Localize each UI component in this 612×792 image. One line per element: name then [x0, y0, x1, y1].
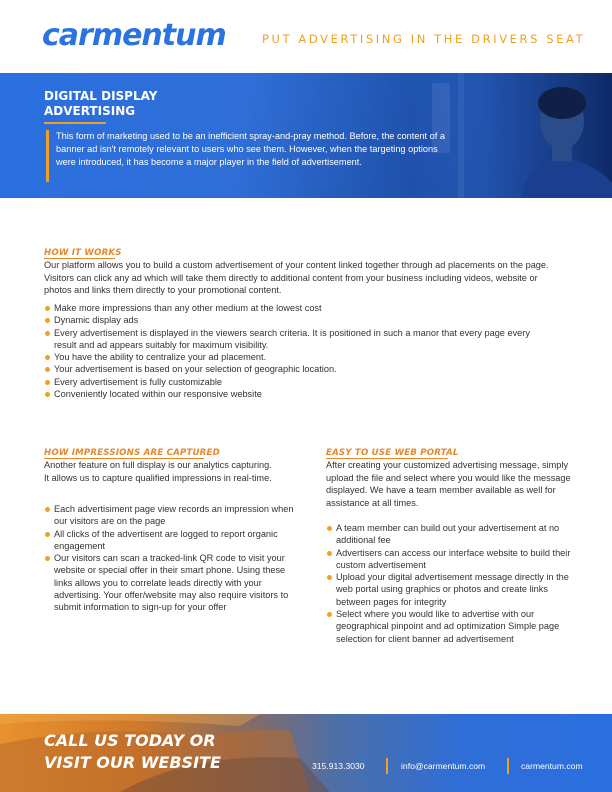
bullet-dot-icon — [327, 551, 332, 556]
list-item: Upload your digital advertisement message directly in the web portal using graphics or photos and create links between pages for integrity — [326, 571, 576, 608]
bullet-dot-icon — [327, 526, 332, 531]
bullet-dot-icon — [45, 318, 50, 323]
bullet-dot-icon — [45, 331, 50, 336]
list-item: Our visitors can scan a tracked-link QR code to visit your website or special offer in their smart phone. Using these links allows you to correlate leads directly with your advertising. Your offer/website may also require visitors to submit information to sign-up for your offer — [44, 552, 294, 613]
list-item: You have the ability to centralize your ad placement. — [44, 351, 544, 363]
footer-separator — [507, 758, 509, 774]
list-item: Each advertisiment page view records an impression when our visitors are on the page — [44, 503, 294, 528]
bullet-dot-icon — [327, 575, 332, 580]
list-item: Make more impressions than any other medium at the lowest cost — [44, 302, 544, 314]
footer-email[interactable]: info@carmentum.com — [401, 761, 486, 771]
cta-line1: CALL US TODAY OR — [44, 731, 216, 750]
bullet-dot-icon — [45, 367, 50, 372]
bullet-dot-icon — [45, 380, 50, 385]
list-item: Every advertisement is fully customizable — [44, 376, 544, 388]
hero-title — [44, 89, 157, 119]
impressions-list — [44, 503, 294, 614]
bullet-dot-icon — [45, 556, 50, 561]
list-item: All clicks of the advertisent are logged to report organic engagement — [44, 528, 294, 553]
cta-line2: VISIT OUR WEBSITE — [44, 753, 221, 772]
hero-banner — [0, 73, 612, 198]
how-it-works-intro: Our platform allows you to build a custom advertisement of your content linked together through ad placements on the page. Visitors can click any ad which will take them directly to additional content from your business including videos, website or photos and links them directly to your promotional content. — [44, 260, 549, 296]
brand-logo: carmentum — [42, 18, 226, 53]
list-item: Select where you would like to advertise with our geographical pinpoint and ad optimization Simple page selection for client banner ad advertisement — [326, 608, 576, 645]
hero-title-line2: ADVERTISING — [44, 104, 136, 118]
footer-website[interactable]: carmentum.com — [521, 761, 583, 771]
bullet-dot-icon — [45, 507, 50, 512]
footer-separator — [386, 758, 388, 774]
list-item: Every advertisement is displayed in the viewers search criteria. It is positioned in such a manor that every page every result and ad appears suitably for maximum visibility. — [44, 327, 544, 352]
bullet-dot-icon — [45, 355, 50, 360]
hero-title-underline — [44, 122, 106, 124]
hero-accent-bar — [46, 130, 49, 182]
list-item: Conveniently located within our responsive website — [44, 388, 544, 400]
impressions-intro: Another feature on full display is our analytics capturing. It allows us to capture qualified impressions in real-time. — [44, 460, 272, 483]
web-portal-list — [326, 522, 576, 645]
web-portal-title: EASY TO USE WEB PORTAL — [326, 448, 459, 458]
impressions-title: HOW IMPRESSIONS ARE CAPTURED — [44, 448, 220, 458]
hero-title-line1: DIGITAL DISPLAY — [44, 89, 158, 103]
list-item: A team member can build out your advertisement at no additional fee — [326, 522, 576, 547]
bullet-dot-icon — [45, 392, 50, 397]
call-to-action — [44, 730, 221, 774]
list-item: Your advertisement is based on your selection of geographic location. — [44, 363, 544, 375]
bullet-dot-icon — [45, 532, 50, 537]
list-item: Advertisers can access our interface website to build their custom advertisement — [326, 547, 576, 572]
how-it-works-list — [44, 302, 544, 400]
hero-description: This form of marketing used to be an inefficient spray-and-pray method. Before, the content of a banner ad isn't remotely relevant to users who see them. However, when the targeting options were introduced, it has become a major player in the field of advertisement. — [56, 131, 445, 167]
web-portal-intro: After creating your customized advertising message, simply upload the file and select where you would like the message displayed. We have a team member available as well for assistance at all times. — [326, 460, 571, 508]
list-item: Dynamic display ads — [44, 314, 544, 326]
bullet-dot-icon — [327, 612, 332, 617]
footer-phone[interactable]: 315.913.3030 — [312, 761, 365, 771]
footer-banner — [0, 714, 612, 792]
bullet-dot-icon — [45, 306, 50, 311]
how-it-works-title: HOW IT WORKS — [44, 248, 122, 258]
brand-tagline: PUT ADVERTISING IN THE DRIVERS SEAT — [262, 32, 586, 46]
